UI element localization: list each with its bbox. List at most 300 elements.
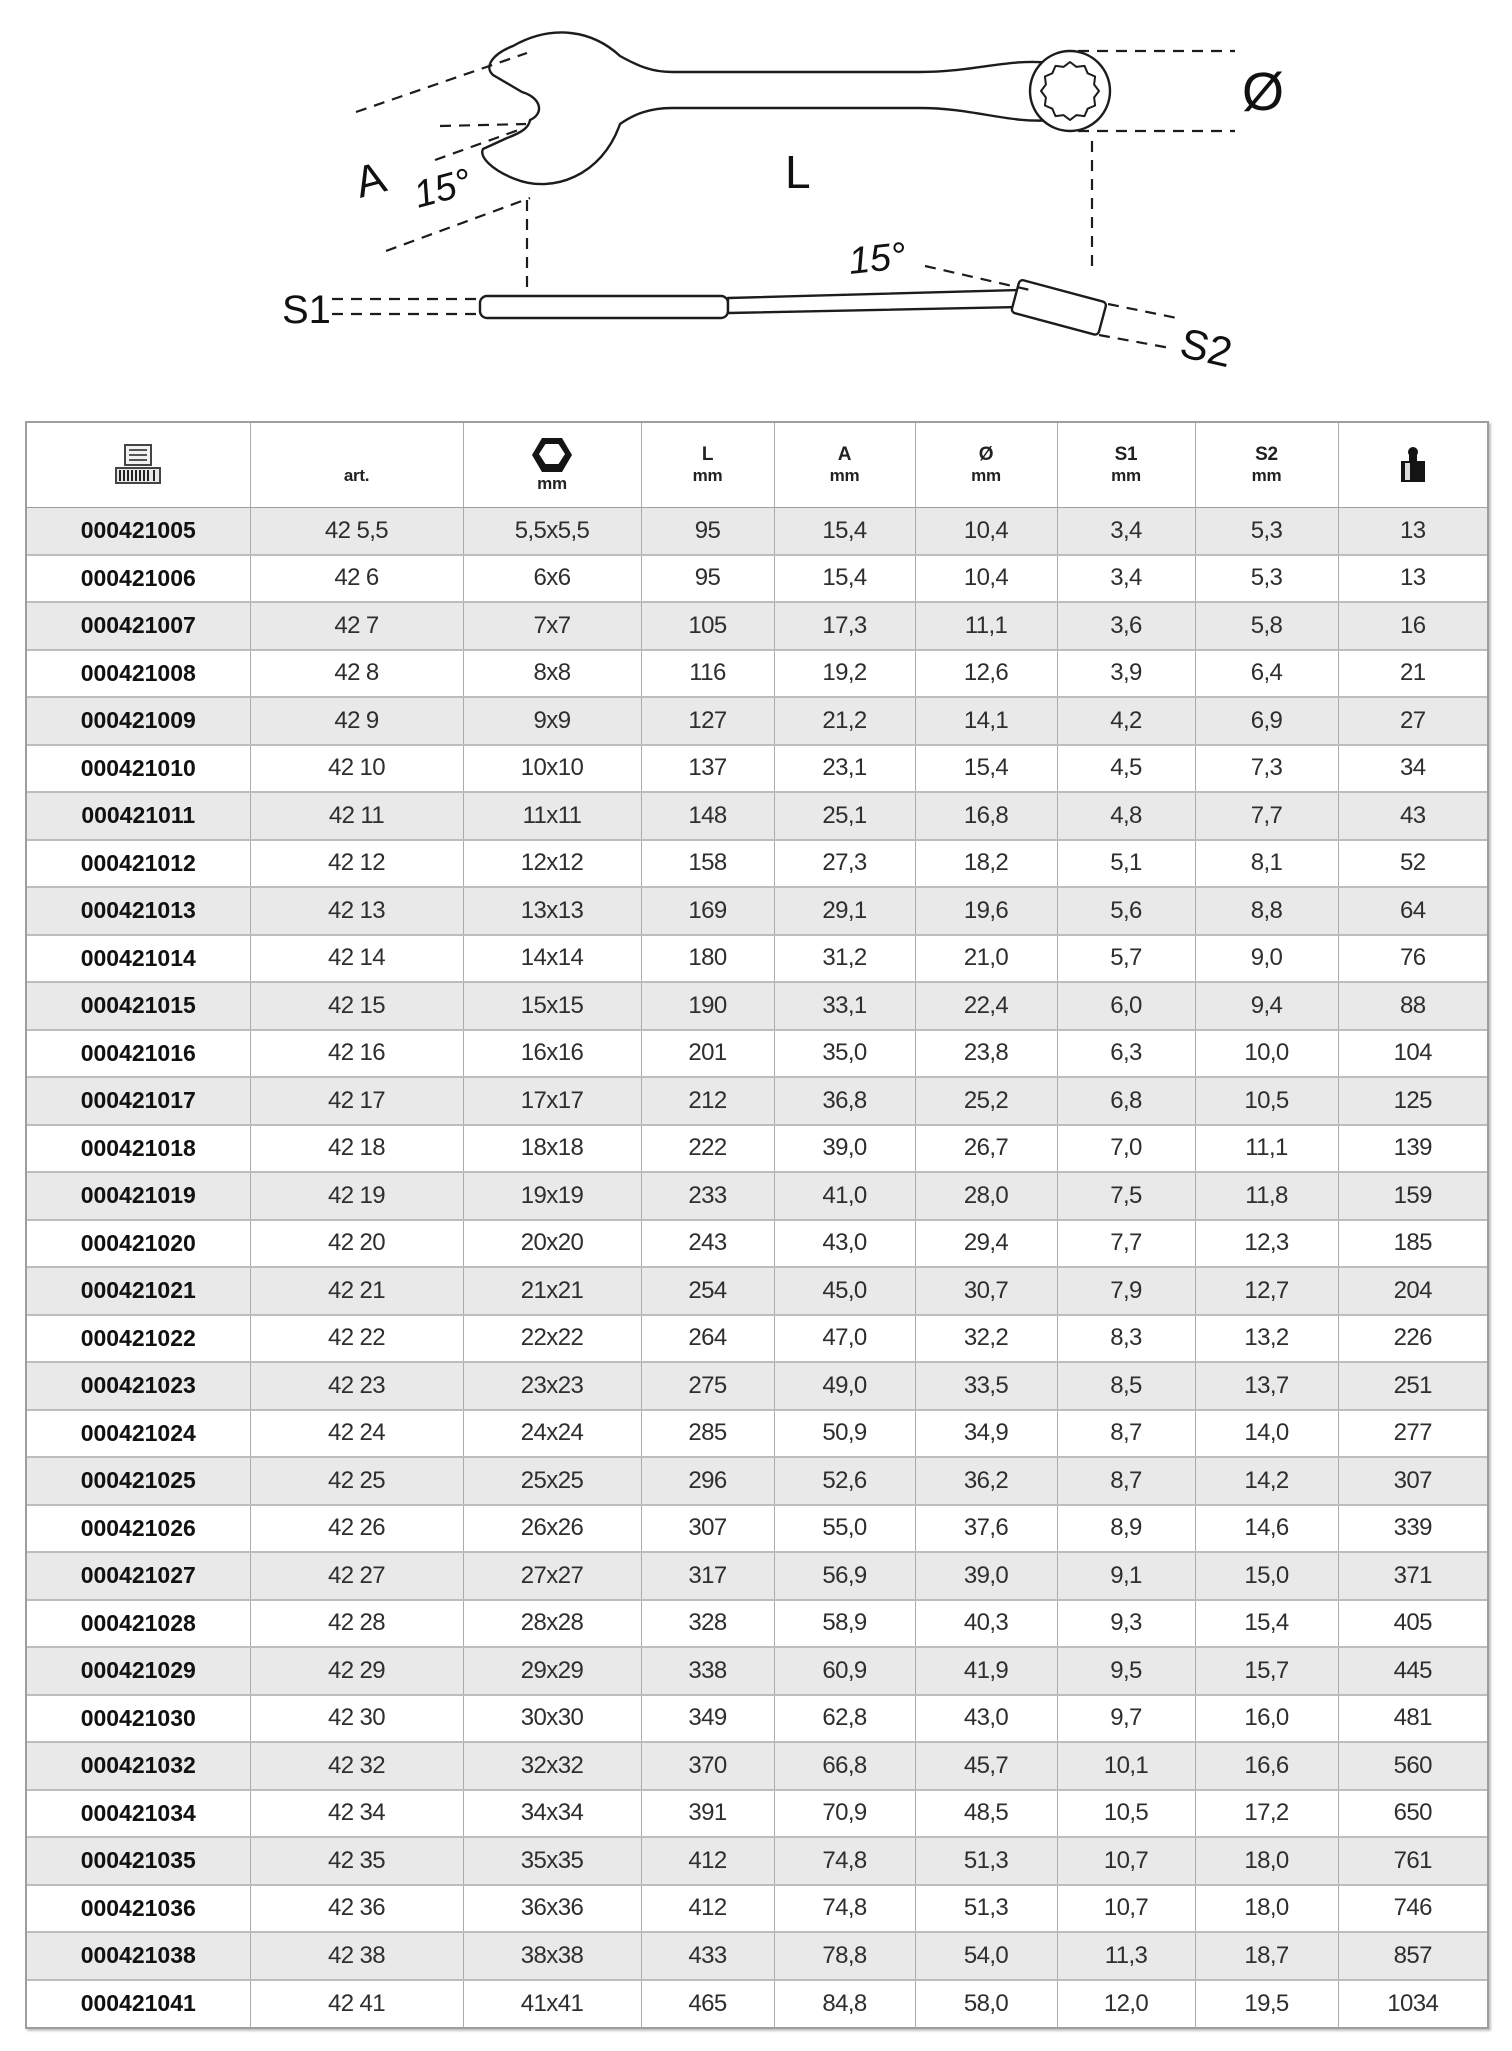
table-row [27, 1457, 1487, 1505]
length-l-mm: 190 [641, 982, 774, 1030]
header-l-label: L [701, 444, 714, 466]
ean-code: 000421017 [27, 1077, 250, 1125]
diameter-mm: 51,3 [915, 1837, 1057, 1885]
article: 42 30 [250, 1695, 463, 1743]
article: 42 14 [250, 935, 463, 983]
article: 42 16 [250, 1030, 463, 1078]
size-mm: 20x20 [463, 1220, 641, 1268]
header-s1-label: S1 [1114, 444, 1138, 466]
a-mm: 66,8 [774, 1742, 915, 1790]
dim-a-upper-line [356, 53, 527, 112]
ean-code: 000421038 [27, 1932, 250, 1980]
s1-mm: 5,6 [1057, 887, 1195, 935]
s2-mm: 16,6 [1195, 1742, 1338, 1790]
weight-g: 761 [1338, 1837, 1487, 1885]
ean-code: 000421021 [27, 1267, 250, 1315]
length-l-mm: 95 [641, 507, 774, 555]
article: 42 11 [250, 792, 463, 840]
ean-code: 000421020 [27, 1220, 250, 1268]
table-row [27, 1220, 1487, 1268]
size-mm: 9x9 [463, 697, 641, 745]
s2-mm: 15,0 [1195, 1552, 1338, 1600]
s2-mm: 6,4 [1195, 650, 1338, 698]
article: 42 24 [250, 1410, 463, 1458]
length-l-mm: 328 [641, 1600, 774, 1648]
diameter-mm: 10,4 [915, 507, 1057, 555]
table-row [27, 745, 1487, 793]
a-mm: 43,0 [774, 1220, 915, 1268]
length-l-mm: 285 [641, 1410, 774, 1458]
size-mm: 35x35 [463, 1837, 641, 1885]
a-mm: 45,0 [774, 1267, 915, 1315]
article: 42 38 [250, 1932, 463, 1980]
a-mm: 70,9 [774, 1790, 915, 1838]
s1-mm: 3,6 [1057, 602, 1195, 650]
ean-code: 000421023 [27, 1362, 250, 1410]
diameter-mm: 25,2 [915, 1077, 1057, 1125]
ean-code: 000421006 [27, 555, 250, 603]
a-mm: 39,0 [774, 1125, 915, 1173]
s1-mm: 8,3 [1057, 1315, 1195, 1363]
article: 42 25 [250, 1457, 463, 1505]
s2-mm: 11,1 [1195, 1125, 1338, 1173]
header-dia-unit: mm [971, 466, 1001, 486]
table-row [27, 1932, 1487, 1980]
table-row [27, 555, 1487, 603]
size-mm: 17x17 [463, 1077, 641, 1125]
wrench-side-ring-boss [1011, 279, 1107, 335]
header-a [774, 423, 915, 507]
s2-mm: 10,0 [1195, 1030, 1338, 1078]
diameter-mm: 29,4 [915, 1220, 1057, 1268]
article: 42 9 [250, 697, 463, 745]
article: 42 41 [250, 1980, 463, 2028]
s1-mm: 4,2 [1057, 697, 1195, 745]
ean-code: 000421007 [27, 602, 250, 650]
s2-mm: 6,9 [1195, 697, 1338, 745]
ean-code: 000421035 [27, 1837, 250, 1885]
weight-g: 560 [1338, 1742, 1487, 1790]
ean-code: 000421010 [27, 745, 250, 793]
weight-g: 139 [1338, 1125, 1487, 1173]
label-a: A [349, 152, 391, 208]
s2-mm: 13,7 [1195, 1362, 1338, 1410]
weight-g: 481 [1338, 1695, 1487, 1743]
size-mm: 28x28 [463, 1600, 641, 1648]
s1-mm: 10,5 [1057, 1790, 1195, 1838]
length-l-mm: 116 [641, 650, 774, 698]
a-mm: 55,0 [774, 1505, 915, 1553]
table-row [27, 1077, 1487, 1125]
a-mm: 29,1 [774, 887, 915, 935]
s1-mm: 10,1 [1057, 1742, 1195, 1790]
length-l-mm: 222 [641, 1125, 774, 1173]
ean-code: 000421018 [27, 1125, 250, 1173]
s2-mm: 5,3 [1195, 555, 1338, 603]
diameter-mm: 39,0 [915, 1552, 1057, 1600]
length-l-mm: 105 [641, 602, 774, 650]
diameter-mm: 19,6 [915, 887, 1057, 935]
table-row [27, 1600, 1487, 1648]
ean-code: 000421008 [27, 650, 250, 698]
wrench-top-view-body [482, 33, 1054, 185]
weight-g: 857 [1338, 1932, 1487, 1980]
header-l-unit: mm [692, 466, 723, 486]
size-mm: 25x25 [463, 1457, 641, 1505]
s2-mm: 7,7 [1195, 792, 1338, 840]
table-row [27, 1742, 1487, 1790]
ean-code: 000421028 [27, 1600, 250, 1648]
diameter-mm: 36,2 [915, 1457, 1057, 1505]
ean-code: 000421012 [27, 840, 250, 888]
ean-code: 000421005 [27, 507, 250, 555]
ean-code: 000421011 [27, 792, 250, 840]
size-mm: 23x23 [463, 1362, 641, 1410]
s2-mm: 11,8 [1195, 1172, 1338, 1220]
size-mm: 15x15 [463, 982, 641, 1030]
size-mm: 14x14 [463, 935, 641, 983]
ean-code: 000421029 [27, 1647, 250, 1695]
article: 42 5,5 [250, 507, 463, 555]
s1-mm: 7,0 [1057, 1125, 1195, 1173]
weight-g: 339 [1338, 1505, 1487, 1553]
table-row [27, 887, 1487, 935]
article: 42 13 [250, 887, 463, 935]
s1-mm: 4,8 [1057, 792, 1195, 840]
table-row [27, 1790, 1487, 1838]
weight-g: 88 [1338, 982, 1487, 1030]
table-row [27, 602, 1487, 650]
s2-mm: 8,1 [1195, 840, 1338, 888]
a-mm: 15,4 [774, 555, 915, 603]
s2-mm: 7,3 [1195, 745, 1338, 793]
length-l-mm: 180 [641, 935, 774, 983]
table-row [27, 840, 1487, 888]
length-l-mm: 370 [641, 1742, 774, 1790]
length-l-mm: 233 [641, 1172, 774, 1220]
diameter-mm: 33,5 [915, 1362, 1057, 1410]
diameter-mm: 28,0 [915, 1172, 1057, 1220]
table-row [27, 1980, 1487, 2028]
length-l-mm: 127 [641, 697, 774, 745]
label-angle-ring: 15° [846, 235, 909, 283]
weight-g: 445 [1338, 1647, 1487, 1695]
ean-code: 000421022 [27, 1315, 250, 1363]
s2-mm: 5,8 [1195, 602, 1338, 650]
s1-mm: 7,7 [1057, 1220, 1195, 1268]
weight-g: 43 [1338, 792, 1487, 840]
article: 42 27 [250, 1552, 463, 1600]
article: 42 6 [250, 555, 463, 603]
diameter-mm: 37,6 [915, 1505, 1057, 1553]
a-mm: 74,8 [774, 1885, 915, 1933]
s2-mm: 18,0 [1195, 1837, 1338, 1885]
s2-mm: 12,3 [1195, 1220, 1338, 1268]
article: 42 34 [250, 1790, 463, 1838]
size-mm: 16x16 [463, 1030, 641, 1078]
s1-mm: 6,0 [1057, 982, 1195, 1030]
article: 42 20 [250, 1220, 463, 1268]
label-length: L [785, 146, 811, 198]
length-l-mm: 275 [641, 1362, 774, 1410]
article: 42 28 [250, 1600, 463, 1648]
weight-g: 76 [1338, 935, 1487, 983]
article: 42 29 [250, 1647, 463, 1695]
length-l-mm: 254 [641, 1267, 774, 1315]
ean-code: 000421009 [27, 697, 250, 745]
size-mm: 21x21 [463, 1267, 641, 1315]
table-row [27, 1505, 1487, 1553]
article: 42 36 [250, 1885, 463, 1933]
dim-s2-top-line [1108, 304, 1177, 318]
header-dia-label: Ø [978, 444, 994, 466]
diameter-mm: 48,5 [915, 1790, 1057, 1838]
diameter-mm: 32,2 [915, 1315, 1057, 1363]
wrench-side-shank [728, 290, 1018, 313]
size-mm: 10x10 [463, 745, 641, 793]
s2-mm: 14,6 [1195, 1505, 1338, 1553]
s2-mm: 18,0 [1195, 1885, 1338, 1933]
header-s2 [1195, 423, 1338, 507]
ean-code: 000421041 [27, 1980, 250, 2028]
a-mm: 33,1 [774, 982, 915, 1030]
diameter-mm: 15,4 [915, 745, 1057, 793]
size-mm: 24x24 [463, 1410, 641, 1458]
s1-mm: 3,4 [1057, 507, 1195, 555]
s2-mm: 19,5 [1195, 1980, 1338, 2028]
s1-mm: 5,7 [1057, 935, 1195, 983]
table-header-row [27, 423, 1487, 507]
s2-mm: 8,8 [1195, 887, 1338, 935]
table-row [27, 1837, 1487, 1885]
length-l-mm: 338 [641, 1647, 774, 1695]
weight-g: 125 [1338, 1077, 1487, 1125]
ean-code: 000421014 [27, 935, 250, 983]
label-angle-open: 15° [409, 161, 476, 217]
header-size [463, 423, 641, 507]
s1-mm: 9,1 [1057, 1552, 1195, 1600]
size-mm: 27x27 [463, 1552, 641, 1600]
table-row [27, 1267, 1487, 1315]
a-mm: 25,1 [774, 792, 915, 840]
a-mm: 41,0 [774, 1172, 915, 1220]
weight-g: 405 [1338, 1600, 1487, 1648]
size-mm: 30x30 [463, 1695, 641, 1743]
weight-g: 52 [1338, 840, 1487, 888]
a-mm: 36,8 [774, 1077, 915, 1125]
a-mm: 35,0 [774, 1030, 915, 1078]
diameter-mm: 58,0 [915, 1980, 1057, 2028]
dim-s2-bottom-line [1099, 335, 1170, 348]
weight-g: 159 [1338, 1172, 1487, 1220]
length-l-mm: 95 [641, 555, 774, 603]
label-diameter: Ø [1242, 62, 1285, 122]
weight-g: 307 [1338, 1457, 1487, 1505]
s2-mm: 14,0 [1195, 1410, 1338, 1458]
s1-mm: 5,1 [1057, 840, 1195, 888]
ean-code: 000421034 [27, 1790, 250, 1838]
weight-g: 27 [1338, 697, 1487, 745]
header-size-unit: mm [537, 473, 567, 493]
table-row [27, 1315, 1487, 1363]
s2-mm: 12,7 [1195, 1267, 1338, 1315]
article: 42 26 [250, 1505, 463, 1553]
s1-mm: 11,3 [1057, 1932, 1195, 1980]
diameter-mm: 21,0 [915, 935, 1057, 983]
length-l-mm: 201 [641, 1030, 774, 1078]
diameter-mm: 22,4 [915, 982, 1057, 1030]
article: 42 8 [250, 650, 463, 698]
size-mm: 41x41 [463, 1980, 641, 2028]
a-mm: 52,6 [774, 1457, 915, 1505]
ean-code: 000421032 [27, 1742, 250, 1790]
weight-g: 251 [1338, 1362, 1487, 1410]
spec-table-wrap [25, 421, 1489, 2029]
header-s2-unit: mm [1251, 466, 1282, 486]
weight-g: 16 [1338, 602, 1487, 650]
s2-mm: 10,5 [1195, 1077, 1338, 1125]
weight-g: 204 [1338, 1267, 1487, 1315]
weight-g: 371 [1338, 1552, 1487, 1600]
ean-code: 000421013 [27, 887, 250, 935]
a-mm: 84,8 [774, 1980, 915, 2028]
diameter-mm: 54,0 [915, 1932, 1057, 1980]
article: 42 32 [250, 1742, 463, 1790]
size-mm: 34x34 [463, 1790, 641, 1838]
a-mm: 50,9 [774, 1410, 915, 1458]
length-l-mm: 158 [641, 840, 774, 888]
s1-mm: 6,8 [1057, 1077, 1195, 1125]
article: 42 12 [250, 840, 463, 888]
a-mm: 49,0 [774, 1362, 915, 1410]
table-row [27, 1362, 1487, 1410]
table-row [27, 1885, 1487, 1933]
a-mm: 31,2 [774, 935, 915, 983]
size-mm: 22x22 [463, 1315, 641, 1363]
s1-mm: 8,7 [1057, 1410, 1195, 1458]
size-mm: 19x19 [463, 1172, 641, 1220]
weight-g: 746 [1338, 1885, 1487, 1933]
length-l-mm: 212 [641, 1077, 774, 1125]
table-row [27, 792, 1487, 840]
table-row [27, 1695, 1487, 1743]
size-mm: 11x11 [463, 792, 641, 840]
article: 42 18 [250, 1125, 463, 1173]
ean-code: 000421016 [27, 1030, 250, 1078]
table-body [27, 507, 1487, 2027]
size-mm: 29x29 [463, 1647, 641, 1695]
a-mm: 56,9 [774, 1552, 915, 1600]
s1-mm: 4,5 [1057, 745, 1195, 793]
a-mm: 58,9 [774, 1600, 915, 1648]
diameter-mm: 26,7 [915, 1125, 1057, 1173]
header-l [641, 423, 774, 507]
weight-g: 104 [1338, 1030, 1487, 1078]
wrench-technical-drawing [230, 8, 1290, 378]
diameter-mm: 11,1 [915, 602, 1057, 650]
weight-g: 226 [1338, 1315, 1487, 1363]
table-row [27, 1030, 1487, 1078]
weight-g: 34 [1338, 745, 1487, 793]
size-mm: 38x38 [463, 1932, 641, 1980]
size-mm: 32x32 [463, 1742, 641, 1790]
s1-mm: 9,3 [1057, 1600, 1195, 1648]
weight-g: 13 [1338, 555, 1487, 603]
wrench-side-head [480, 296, 728, 318]
diameter-mm: 34,9 [915, 1410, 1057, 1458]
s2-mm: 5,3 [1195, 507, 1338, 555]
a-mm: 15,4 [774, 507, 915, 555]
a-mm: 78,8 [774, 1932, 915, 1980]
table-row [27, 507, 1487, 555]
length-l-mm: 307 [641, 1505, 774, 1553]
table-row [27, 1125, 1487, 1173]
size-mm: 12x12 [463, 840, 641, 888]
length-l-mm: 465 [641, 1980, 774, 2028]
s1-mm: 9,7 [1057, 1695, 1195, 1743]
table-row [27, 1410, 1487, 1458]
diameter-mm: 12,6 [915, 650, 1057, 698]
a-mm: 60,9 [774, 1647, 915, 1695]
ean-code: 000421015 [27, 982, 250, 1030]
length-l-mm: 137 [641, 745, 774, 793]
size-mm: 7x7 [463, 602, 641, 650]
weight-g: 1034 [1338, 1980, 1487, 2028]
article: 42 7 [250, 602, 463, 650]
a-mm: 17,3 [774, 602, 915, 650]
label-s1: S1 [282, 288, 331, 332]
a-mm: 47,0 [774, 1315, 915, 1363]
diameter-mm: 16,8 [915, 792, 1057, 840]
length-l-mm: 317 [641, 1552, 774, 1600]
spec-table [27, 423, 1487, 2027]
weight-g: 277 [1338, 1410, 1487, 1458]
weight-g: 185 [1338, 1220, 1487, 1268]
s2-mm: 15,7 [1195, 1647, 1338, 1695]
ean-code: 000421026 [27, 1505, 250, 1553]
weight-g: 64 [1338, 887, 1487, 935]
label-s2: S2 [1175, 318, 1237, 377]
s2-mm: 9,0 [1195, 935, 1338, 983]
table-row [27, 1552, 1487, 1600]
s1-mm: 10,7 [1057, 1885, 1195, 1933]
s1-mm: 3,9 [1057, 650, 1195, 698]
size-mm: 5,5x5,5 [463, 507, 641, 555]
article: 42 19 [250, 1172, 463, 1220]
a-mm: 19,2 [774, 650, 915, 698]
length-l-mm: 264 [641, 1315, 774, 1363]
size-mm: 36x36 [463, 1885, 641, 1933]
diameter-mm: 40,3 [915, 1600, 1057, 1648]
length-l-mm: 243 [641, 1220, 774, 1268]
length-l-mm: 349 [641, 1695, 774, 1743]
table-row [27, 935, 1487, 983]
length-l-mm: 412 [641, 1837, 774, 1885]
header-a-label: A [837, 444, 852, 466]
article: 42 35 [250, 1837, 463, 1885]
length-l-mm: 433 [641, 1932, 774, 1980]
header-a-unit: mm [829, 466, 860, 486]
article: 42 21 [250, 1267, 463, 1315]
table-row [27, 1647, 1487, 1695]
s2-mm: 15,4 [1195, 1600, 1338, 1648]
a-mm: 21,2 [774, 697, 915, 745]
s2-mm: 9,4 [1195, 982, 1338, 1030]
article: 42 15 [250, 982, 463, 1030]
header-weight [1338, 423, 1487, 507]
table-row [27, 697, 1487, 745]
s1-mm: 10,7 [1057, 1837, 1195, 1885]
